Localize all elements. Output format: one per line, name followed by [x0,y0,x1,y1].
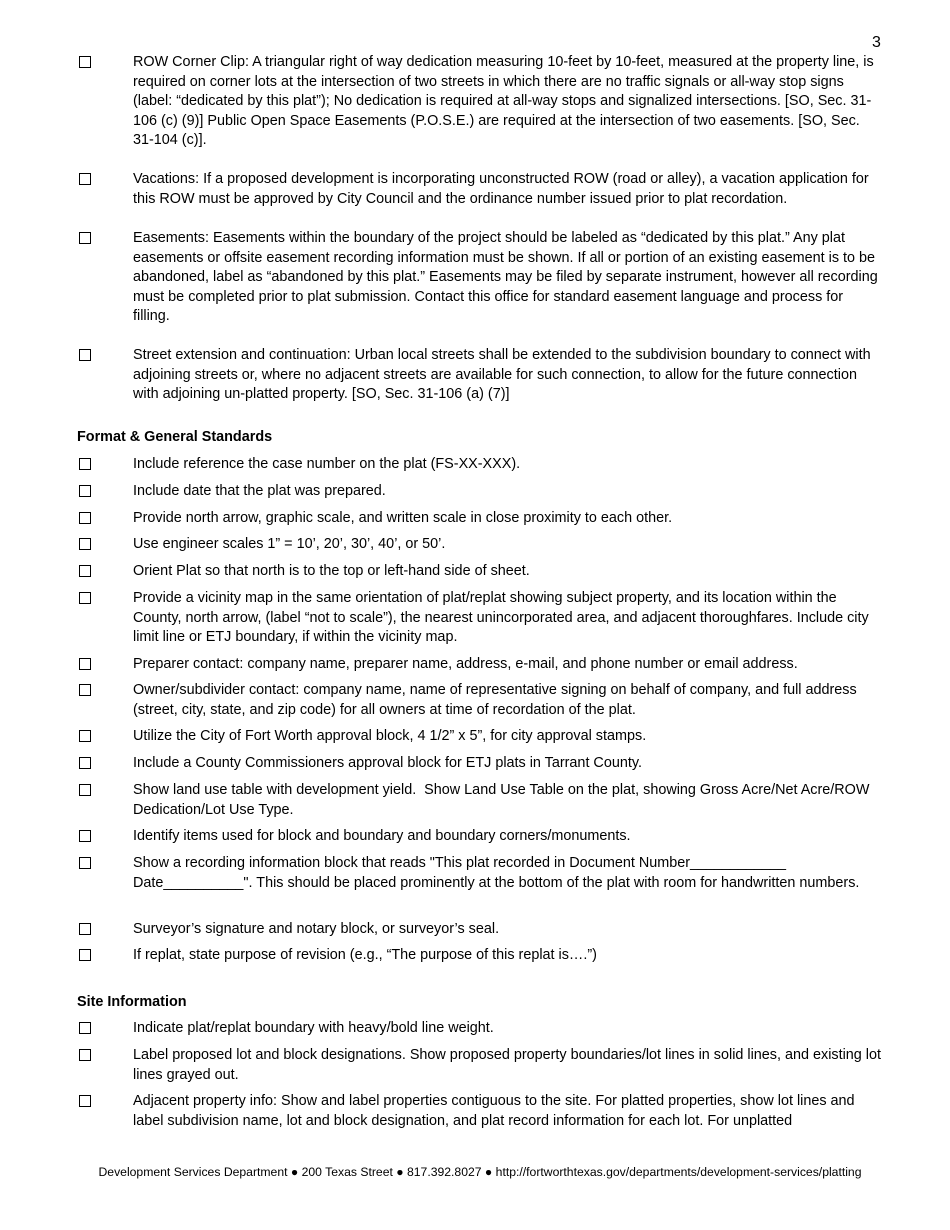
item-text: Identify items used for block and boundary and boundary corners/monuments. [133,828,631,844]
checkbox[interactable] [79,512,91,524]
item-text: Label proposed lot and block designations. Show proposed property boundaries/lot lines in solid lines, and existing lot lines grayed out. [133,1047,885,1083]
checkbox[interactable] [79,592,91,604]
checkbox[interactable] [79,1022,91,1034]
item-text: If replat, state purpose of revision (e.g., “The purpose of this replat is….”) [133,947,597,963]
section-heading-format: Format & General Standards [77,429,273,445]
item-text: Owner/subdivider contact: company name, name of representative signing on behalf of company, and full address (street, city, state, and zip code) for all owners at time of recordation of the plat. [133,682,861,718]
item-text: Show land use table with development yield. Show Land Use Table on the plat, showing Gross Acre/Net Acre/ROW Dedication/Lot Use Type. [133,782,874,818]
item-text: Surveyor’s signature and notary block, or surveyor’s seal. [133,921,500,937]
checkbox[interactable] [79,730,91,742]
checkbox[interactable] [79,757,91,769]
page-number: 3 [872,34,881,51]
checkbox[interactable] [79,56,91,68]
checkbox[interactable] [79,565,91,577]
checkbox[interactable] [79,485,91,497]
checkbox[interactable] [79,1049,91,1061]
item-text: Easements: Easements within the boundary of the project should be labeled as “dedicated by this plat.” Any plat easements or offsite easement recording information must be shown. If all or portion of an existing easement is to be abandoned, label as “abandoned by this plat.” Easements may be filed by separate instrument, however all recording must be completed prior to plat submission. Contact this office for standard easement language and process for filling. [133,230,882,324]
item-text: Provide north arrow, graphic scale, and written scale in close proximity to each other. [133,510,673,526]
checkbox[interactable] [79,784,91,796]
item-text: Adjacent property info: Show and label properties contiguous to the site. For platted properties, show lot lines and label subdivision name, lot and block designation, and plat record information for each lot. For unplatted [133,1093,859,1129]
checkbox[interactable] [79,658,91,670]
item-text: Use engineer scales 1” = 10’, 20’, 30’, 40’, or 50’. [133,536,446,552]
item-text: Vacations: If a proposed development is incorporating unconstructed ROW (road or alley), a vacation application for this ROW must be approved by City Council and the ordinance number issued prior to plat recordation. [133,171,873,207]
checkbox[interactable] [79,949,91,961]
checkbox[interactable] [79,684,91,696]
checkbox[interactable] [79,232,91,244]
item-text: ROW Corner Clip: A triangular right of way dedication measuring 10-feet by 10-feet, measured at the property line, is required on corner lots at the intersection of two streets in which there are no traffic signals or all-way stop signs (label: “dedicated by this plat”); No dedication is required at all-way stops and signalized intersections. [SO, Sec. 31-106 (c) (9)] Public Open Space Easements (P.O.S.E.) are required at the intersection of two easements. [SO, Sec. 31-104 (c)]. [133,54,878,148]
page-footer: Development Services Department ● 200 Texas Street ● 817.392.8027 ● http://fortworthtexas.gov/departments/development-services/platting [98,1165,862,1179]
checkbox[interactable] [79,538,91,550]
checkbox[interactable] [79,173,91,185]
checkbox[interactable] [79,1095,91,1107]
checkbox[interactable] [79,857,91,869]
item-text: Preparer contact: company name, preparer name, address, e-mail, and phone number or email address. [133,656,798,672]
section-heading-site: Site Information [77,994,187,1010]
checkbox[interactable] [79,458,91,470]
item-text: Orient Plat so that north is to the top or left-hand side of sheet. [133,563,530,579]
item-text: Show a recording information block that reads "This plat recorded in Document Number____________ Date__________". This should be placed prominently at the bottom of the plat with room for handwritten numbers. [133,855,860,891]
item-text: Provide a vicinity map in the same orientation of plat/replat showing subject property, and its location within the County, north arrow, (label “not to scale”), the nearest unincorporated area, and adjacent thoroughfares. Include city limit line or ETJ boundary, if within the vicinity map. [133,590,873,645]
checkbox[interactable] [79,830,91,842]
item-text: Indicate plat/replat boundary with heavy/bold line weight. [133,1020,494,1036]
checkbox[interactable] [79,349,91,361]
item-text: Include a County Commissioners approval block for ETJ plats in Tarrant County. [133,755,642,771]
item-text: Utilize the City of Fort Worth approval block, 4 1/2” x 5”, for city approval stamps. [133,728,647,744]
item-text: Street extension and continuation: Urban local streets shall be extended to the subdivision boundary to connect with adjoining streets or, where no adjacent streets are available for such connection, to allow for the future connection with adjoining un-platted property. [SO, Sec. 31-106 (a) (7)] [133,347,875,402]
item-text: Include reference the case number on the plat (FS-XX-XXX). [133,456,521,472]
checkbox[interactable] [79,923,91,935]
item-text: Include date that the plat was prepared. [133,483,386,499]
